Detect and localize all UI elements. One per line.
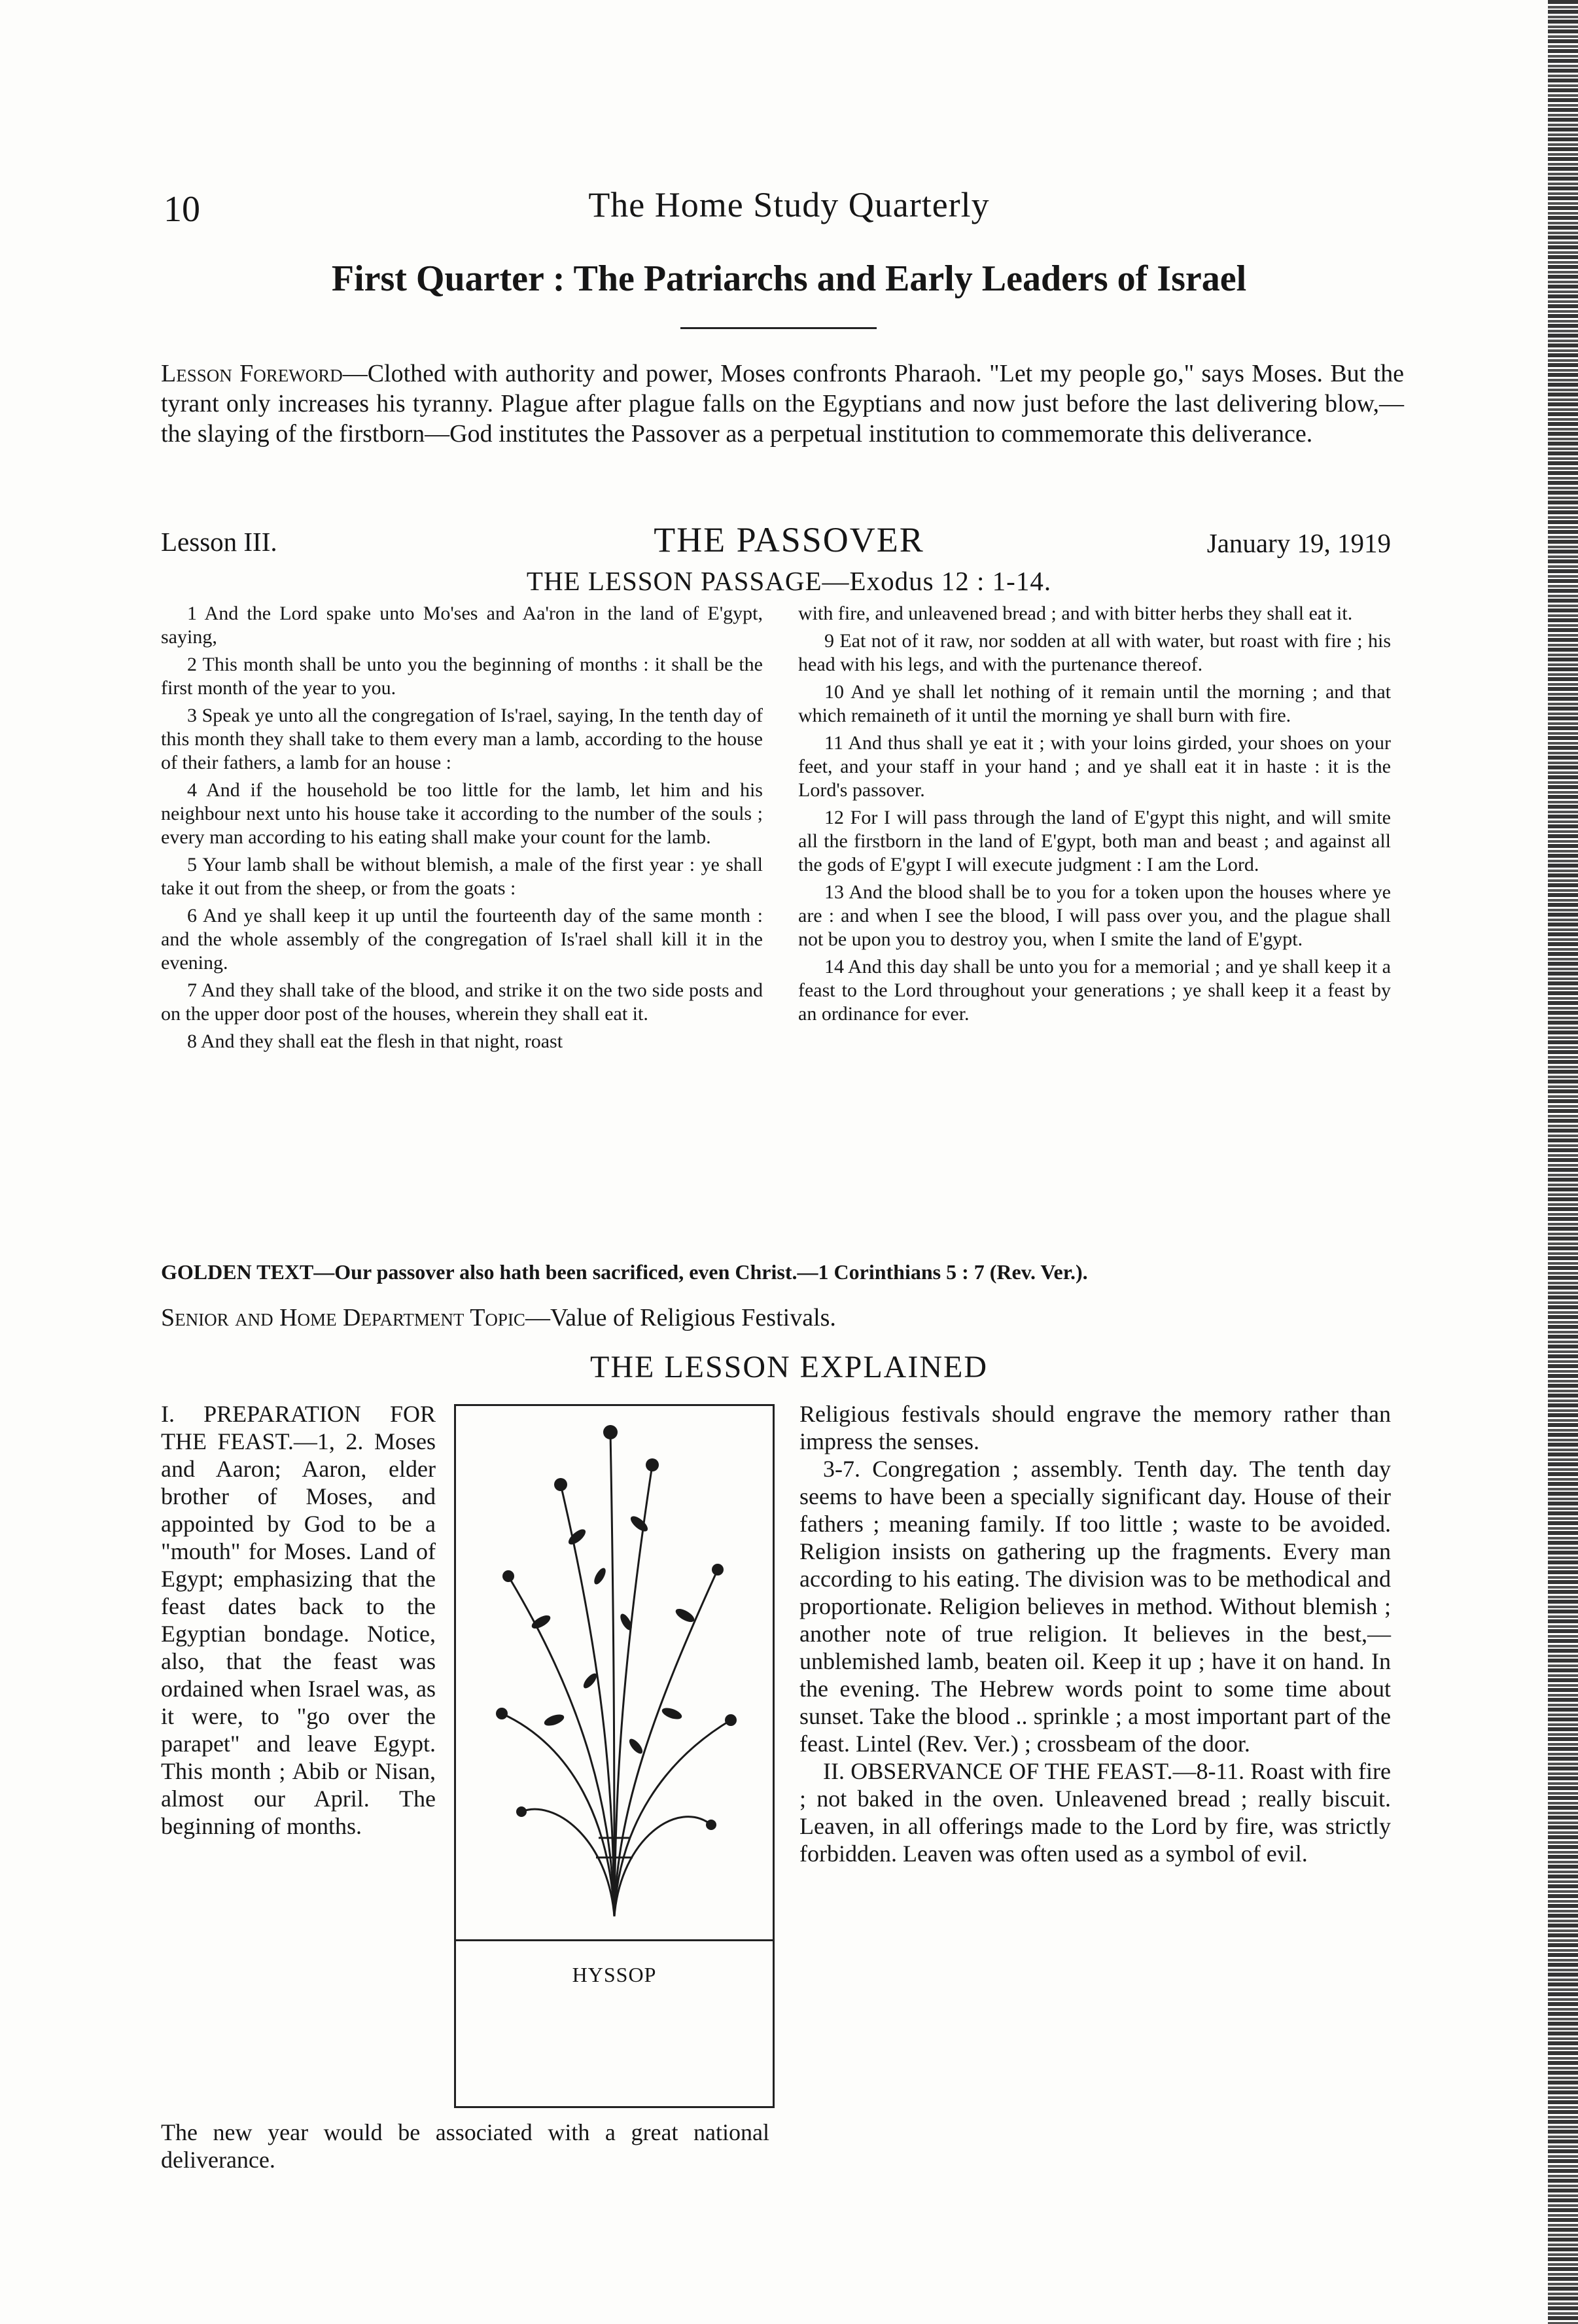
verse: with fire, and unleavened bread ; and with bitter herbs they shall eat it. [798, 603, 1353, 624]
figure-caption-divider [454, 1939, 775, 1941]
explained-paragraph: 3-7. Congregation ; assembly. Tenth day. The tenth day seems to have been a specially significant day. House of their fathers ; meaning family. If too little ; waste to be avoided. Religion insists on gathering up the fragments. Every man according to his eating. The division was to be methodical and proportionate. Religion believes in method. Without blemish ; another note of true religion. It believes in the best,—unblemished lamb, beaten oil. Keep it up ; have it on hand. In the evening. The Hebrew words point to some time about sunset. Take the blood .. sprinkle ; a most important part of the feast. Lintel (Rev. Ver.) ; crossbeam of the door. [799, 1456, 1391, 1757]
lesson-date: January 19, 1919 [1206, 528, 1391, 558]
verse: 3 Speak ye unto all the congregation of Is'rael, saying, In the tenth day of this month they shall take to them every man a lamb, according to the house of their fathers, a lamb for an house : [161, 705, 763, 773]
explained-paragraph: Religious festivals should engrave the memory rather than impress the senses. [799, 1401, 1391, 1454]
hyssop-figure [454, 1404, 775, 2108]
verse: 12 For I will pass through the land of E'gypt this night, and will smite all the firstborn in the land of E'gypt, both man and beast ; and against all the gods of E'gypt I will execute judgment : I am the Lord. [798, 807, 1391, 875]
foreword-text: —Clothed with authority and power, Moses confronts Pharaoh. "Let my people go," says Moses. But the tyrant only increases his tyranny. Plague after plague falls on the Egyptians and now just before the last delivering blow,—the slaying of the firstborn—God institutes the Passover as a perpetual institution to commemorate this deliverance. [161, 360, 1404, 448]
verse: 10 And ye shall let nothing of it remain until the morning ; and that which remaineth of it until the morning ye shall burn with fire. [798, 681, 1391, 726]
verses-right-column [798, 602, 1391, 1030]
golden-text: GOLDEN TEXT—Our passover also hath been sacrificed, even Christ.—1 Corinthians 5 : 7 (Rev. Ver.). [161, 1260, 1088, 1284]
lesson-title: THE PASSOVER [654, 520, 924, 559]
senior-topic-label: Senior and Home Department Topic [161, 1304, 525, 1331]
scan-edge-strip [1548, 0, 1578, 2324]
verse: 2 This month shall be unto you the beginning of months : it shall be the first month of the year to you. [161, 654, 763, 699]
title-divider [680, 327, 877, 329]
figure-caption: HYSSOP [572, 1963, 657, 1986]
lesson-number: Lesson III. [161, 527, 277, 557]
foreword-label: Lesson Foreword [161, 360, 343, 387]
running-title: The Home Study Quarterly [588, 185, 990, 224]
verse: 9 Eat not of it raw, nor sodden at all with water, but roast with fire ; his head with his legs, and with the purtenance thereof. [798, 630, 1391, 675]
verse: 13 And the blood shall be to you for a token upon the houses where ye are : and when I see the blood, I will pass over you, and the plague shall not be upon you to destroy you, when I smite the land of E'gypt. [798, 881, 1391, 950]
verses-left-column [161, 602, 763, 1057]
verse: 8 And they shall eat the flesh in that night, roast [187, 1030, 563, 1052]
explained-column-1 [161, 1400, 436, 1840]
hyssop-illustration [456, 1406, 773, 1936]
verse: 1 And the Lord spake unto Mo'ses and Aa'ron in the land of E'gypt, saying, [161, 603, 763, 648]
lesson-foreword [161, 359, 1404, 449]
verse: 11 And thus shall ye eat it ; with your loins girded, your shoes on your feet, and your staff in your hand ; and ye shall eat it in haste : it is the Lord's passover. [798, 732, 1391, 801]
explained-column-1-tail: The new year would be associated with a great national deliverance. [161, 2119, 769, 2173]
explained-heading: THE LESSON EXPLAINED [590, 1350, 988, 1384]
explained-paragraph: II. OBSERVANCE OF THE FEAST.—8-11. Roast with fire ; not baked in the oven. Unleavened bread ; really biscuit. Leaven, in all offerings made to the Lord by fire, was strictly forbidden. Leaven was often used as a symbol of evil. [799, 1758, 1391, 1867]
lesson-passage: THE LESSON PASSAGE—Exodus 12 : 1-14. [526, 566, 1052, 596]
senior-topic [161, 1303, 836, 1332]
explained-column-3 [799, 1400, 1391, 1867]
verse: 14 And this day shall be unto you for a memorial ; and ye shall keep it a feast to the Lord throughout your generations ; ye shall keep it a feast by an ordinance for ever. [798, 956, 1391, 1025]
verse: 4 And if the household be too little for the lamb, let him and his neighbour next unto his house take it according to the number of the souls ; every man according to his eating shall make your count for the lamb. [161, 779, 763, 848]
senior-topic-text: —Value of Religious Festivals. [525, 1304, 836, 1331]
page-number: 10 [164, 189, 200, 230]
verse: 7 And they shall take of the blood, and strike it on the two side posts and on the upper door post of the houses, wherein they shall eat it. [161, 979, 763, 1025]
verse: 6 And ye shall keep it up until the fourteenth day of the same month : and the whole assembly of the congregation of Is'rael shall kill it in the evening. [161, 905, 763, 974]
quarter-title: First Quarter : The Patriarchs and Early Leaders of Israel [331, 258, 1247, 299]
preparation-paragraph: I. PREPARATION FOR THE FEAST.—1, 2. Moses and Aaron; Aaron, elder brother of Moses, and appointed by God to be a "mouth" for Moses. Land of Egypt; emphasizing that the feast dates back to the Egyptian bondage. Notice, also, that the feast was ordained when Israel was, as it were, to "go over the parapet" and leave Egypt. This month ; Abib or Nisan, almost our April. The beginning of months. [161, 1401, 436, 1839]
verse: 5 Your lamb shall be without blemish, a male of the first year : ye shall take it out from the sheep, or from the goats : [161, 854, 763, 899]
